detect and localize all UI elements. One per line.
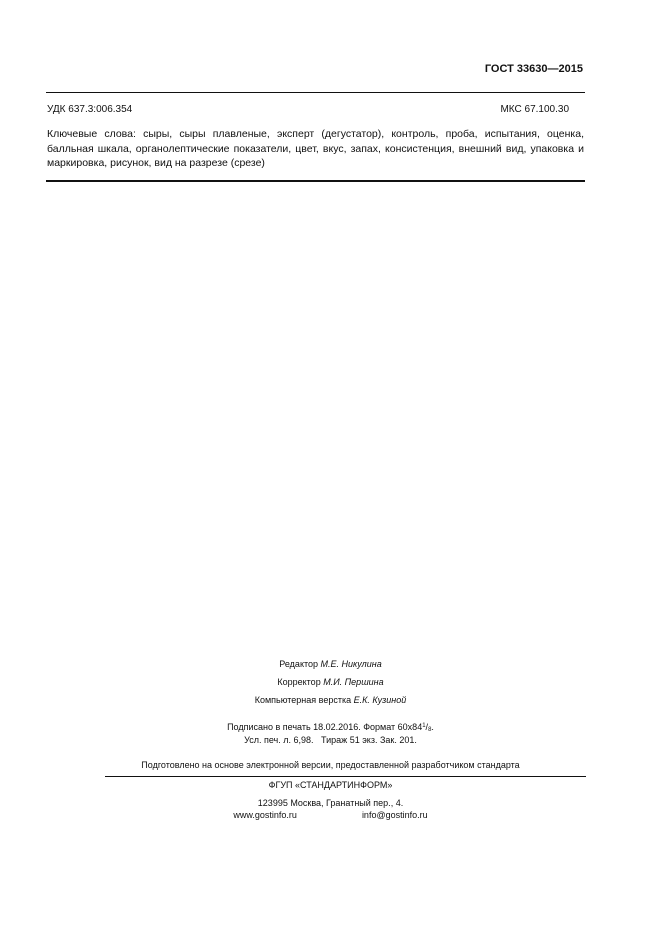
sheets-line	[0, 735, 661, 745]
contacts-line	[0, 810, 661, 820]
keywords-text: сыры, сыры плавленые, эксперт (дегустатор), контроль, проба, испытания, оценка, балльная шкала, органолептические показатели, цвет, вкус, запах, консистенция, внешний вид, упаковка и маркировка, рисунок, вид на разрезе (срезе)	[47, 128, 584, 169]
order-text: Зак. 201.	[379, 735, 417, 745]
keywords-rule	[46, 180, 585, 182]
prepared-note: Подготовлено на основе электронной версии, предоставленной разработчиком стандарта	[141, 760, 520, 770]
corrector-line	[0, 677, 661, 687]
udk-code: УДК 637.3:006.354	[47, 104, 133, 115]
corrector-role: Корректор	[277, 677, 321, 687]
keywords-block	[47, 127, 584, 171]
signed-text: Подписано в печать 18.02.2016. Формат 60x84	[227, 722, 423, 732]
keywords-label: Ключевые слова:	[47, 128, 136, 140]
website-link[interactable]: www.gostinfo.ru	[233, 810, 297, 820]
run-text: Тираж 51 экз.	[321, 735, 378, 745]
editor-role: Редактор	[279, 659, 319, 669]
format-numerator: 1	[422, 723, 426, 729]
footer-rule	[105, 776, 586, 777]
layout-line	[0, 695, 661, 705]
layout-role: Компьютерная верстка	[254, 695, 352, 705]
signed-line: Подписано в печать 18.02.2016. Формат $60x84^1/8$.	[227, 722, 434, 733]
sheets-text: Усл. печ. л. 6,98.	[244, 735, 314, 745]
corrector-name: М.И. Першина	[323, 677, 384, 687]
layout-name: Е.К. Кузиной	[353, 695, 407, 705]
publisher-address: 123995 Москва, Гранатный пер., 4.	[257, 798, 404, 808]
publisher-name: ФГУП «СТАНДАРТИНФОРМ»	[268, 780, 393, 790]
email-link[interactable]: info@gostinfo.ru	[361, 810, 428, 820]
format-denominator: 8	[428, 727, 432, 733]
editor-name: М.Е. Никулина	[320, 659, 382, 669]
header-rule	[46, 92, 585, 93]
mks-code: МКС 67.100.30	[500, 104, 569, 115]
standard-number: ГОСТ 33630—2015	[484, 63, 583, 75]
editor-line	[0, 659, 661, 669]
